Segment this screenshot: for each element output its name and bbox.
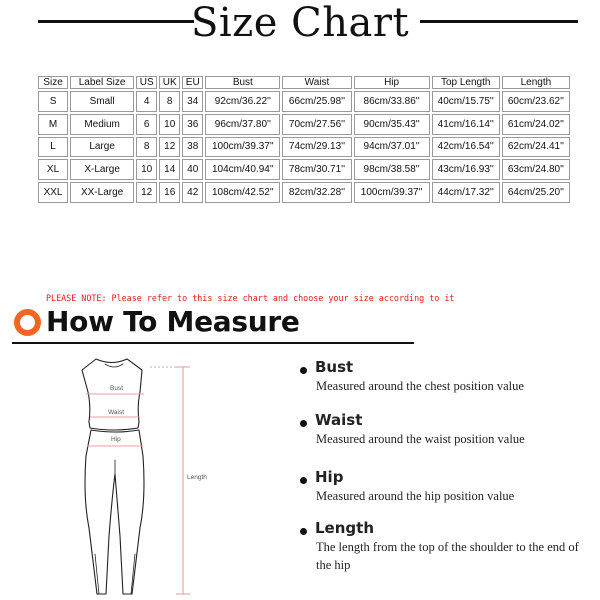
table-cell: L bbox=[38, 137, 68, 158]
col-header: UK bbox=[159, 76, 180, 89]
size-note: PLEASE NOTE: Please refer to this size chart and choose your size according to it bbox=[46, 293, 455, 303]
col-header: Bust bbox=[205, 76, 280, 89]
table-cell: S bbox=[38, 91, 68, 112]
table-row bbox=[38, 159, 570, 180]
table-cell: Medium bbox=[70, 114, 134, 135]
table-cell: 12 bbox=[136, 182, 157, 203]
table-cell: 44cm/17.32'' bbox=[432, 182, 500, 203]
table-cell: Small bbox=[70, 91, 134, 112]
title-rule-right bbox=[420, 20, 578, 23]
table-cell: XX-Large bbox=[70, 182, 134, 203]
table-cell: 100cm/39.37'' bbox=[205, 137, 280, 158]
figure-label-waist: Waist bbox=[108, 409, 125, 416]
bullet-icon bbox=[300, 477, 307, 484]
measure-description: Measured around the waist position value bbox=[316, 432, 525, 446]
measure-name: Waist bbox=[315, 411, 363, 429]
how-to-measure-title: How To Measure bbox=[46, 305, 300, 338]
table-cell: 14 bbox=[159, 159, 180, 180]
table-row bbox=[38, 91, 570, 112]
table-cell: 108cm/42.52'' bbox=[205, 182, 280, 203]
table-cell: 86cm/33.86'' bbox=[354, 91, 430, 112]
table-cell: 8 bbox=[136, 137, 157, 158]
table-cell: 12 bbox=[159, 137, 180, 158]
orange-ring-icon bbox=[13, 308, 42, 337]
table-cell: 96cm/37.80'' bbox=[205, 114, 280, 135]
table-cell: 16 bbox=[159, 182, 180, 203]
table-cell: Large bbox=[70, 137, 134, 158]
table-cell: 60cm/23.62'' bbox=[502, 91, 570, 112]
table-cell: 82cm/32.28'' bbox=[282, 182, 351, 203]
table-cell: 10 bbox=[136, 159, 157, 180]
table-cell: 78cm/30.71'' bbox=[282, 159, 351, 180]
table-cell: 38 bbox=[182, 137, 203, 158]
table-cell: 40 bbox=[182, 159, 203, 180]
size-chart-table bbox=[36, 74, 572, 205]
table-cell: 36 bbox=[182, 114, 203, 135]
col-header: Size bbox=[38, 76, 68, 89]
col-header: Label Size bbox=[70, 76, 134, 89]
table-header-row bbox=[38, 76, 570, 89]
table-cell: 61cm/24.02'' bbox=[502, 114, 570, 135]
table-cell: X-Large bbox=[70, 159, 134, 180]
table-cell: 98cm/38.58'' bbox=[354, 159, 430, 180]
table-cell: XL bbox=[38, 159, 68, 180]
table-cell: 92cm/36.22'' bbox=[205, 91, 280, 112]
col-header: Length bbox=[502, 76, 570, 89]
table-cell: 4 bbox=[136, 91, 157, 112]
bullet-icon bbox=[300, 420, 307, 427]
measure-description: Measured around the hip position value bbox=[316, 489, 515, 503]
figure-label-hip: Hip bbox=[111, 436, 121, 443]
table-cell: 43cm/16.93'' bbox=[432, 159, 500, 180]
table-cell: 42 bbox=[182, 182, 203, 203]
table-cell: 6 bbox=[136, 114, 157, 135]
measure-name: Bust bbox=[315, 358, 354, 376]
table-cell: 63cm/24.80'' bbox=[502, 159, 570, 180]
measure-description: Measured around the chest position value bbox=[316, 379, 524, 393]
table-cell: XXL bbox=[38, 182, 68, 203]
table-row bbox=[38, 137, 570, 158]
col-header: Top Length bbox=[432, 76, 500, 89]
table-cell: 34 bbox=[182, 91, 203, 112]
table-cell: 41cm/16.14'' bbox=[432, 114, 500, 135]
col-header: Hip bbox=[354, 76, 430, 89]
measure-name: Length bbox=[315, 519, 374, 537]
table-cell: 90cm/35.43'' bbox=[354, 114, 430, 135]
col-header: Waist bbox=[282, 76, 351, 89]
bullet-icon bbox=[300, 367, 307, 374]
table-cell: 66cm/25.98'' bbox=[282, 91, 351, 112]
measurement-figure bbox=[70, 348, 220, 600]
measure-name: Hip bbox=[315, 468, 344, 486]
table-cell: 10 bbox=[159, 114, 180, 135]
table-cell: 100cm/39.37'' bbox=[354, 182, 430, 203]
page-title: Size Chart bbox=[190, 0, 410, 46]
table-cell: 94cm/37.01'' bbox=[354, 137, 430, 158]
measure-description: The length from the top of the shoulder to the end of the hip bbox=[316, 540, 579, 572]
col-header: US bbox=[136, 76, 157, 89]
figure-label-bust: Bust bbox=[110, 385, 124, 392]
table-row bbox=[38, 114, 570, 135]
table-cell: 104cm/40.94'' bbox=[205, 159, 280, 180]
table-cell: 74cm/29.13'' bbox=[282, 137, 351, 158]
figure-label-length: Length bbox=[187, 474, 207, 481]
col-header: EU bbox=[182, 76, 203, 89]
table-cell: M bbox=[38, 114, 68, 135]
table-cell: 70cm/27.56'' bbox=[282, 114, 351, 135]
table-cell: 40cm/15.75'' bbox=[432, 91, 500, 112]
table-cell: 64cm/25.20'' bbox=[502, 182, 570, 203]
table-cell: 62cm/24.41'' bbox=[502, 137, 570, 158]
bullet-icon bbox=[300, 528, 307, 535]
table-row bbox=[38, 182, 570, 203]
table-cell: 42cm/16.54'' bbox=[432, 137, 500, 158]
table-cell: 8 bbox=[159, 91, 180, 112]
how-to-measure-rule bbox=[12, 342, 414, 344]
